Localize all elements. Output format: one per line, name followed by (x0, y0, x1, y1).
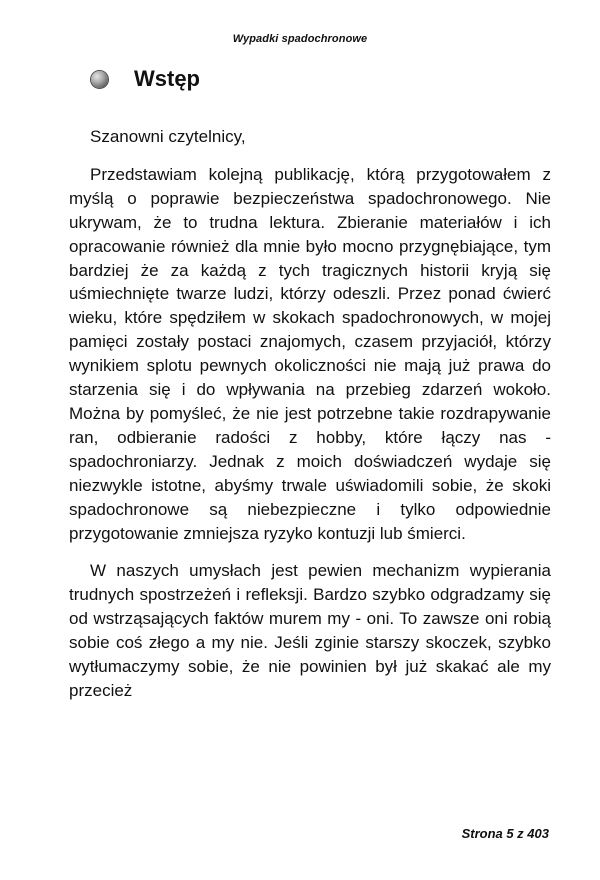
paragraph: W naszych umysłach jest pewien mechanizm wypierania trudnych spostrzeżeń i refleksji. Bardzo szybko odgradzamy się od wstrząsających faktów murem my - oni. To zawsze oni robią sobie coś złego a my nie. Jeśli zginie starszy skoczek, szybko wytłumaczymy sobie, że nie powinien był już skakać ale my przecież (69, 561, 551, 700)
section-heading (91, 64, 200, 94)
paragraph: Przedstawiam kolejną publikację, którą przygotowałem z myślą o poprawie bezpieczeństwa spadochronowego. Nie ukrywam, że to trudna lektura. Zbieranie materiałów i ich opracowanie również dla mnie było mocno przygnębiające, tym bardziej że za każdą z tych tragicznych historii kryją się uśmiechnięte twarze ludzi, którzy odeszli. Przez ponad ćwierć wieku, które spędziłem w skokach spadochronowych, w mojej pamięci zostały postaci znajomych, czasem przyjaciół, którzy wynikiem splotu pewnych okoliczności nie mają już prawa do starzenia się i do wpływania na przebieg zdarzeń wokoło. Można by pomyśleć, że nie jest potrzebne takie rozdrapywanie ran, odbieranie radości z hobby, które łączy nas - spadochroniarzy. Jednak z moich doświadczeń wydaje się niezwykle istotne, abyśmy trwale uświadomili sobie, że skoki spadochronowe są niebezpieczne i tylko odpowiednie przygotowanie zmniejsza ryzyko kontuzji lub śmierci. (69, 164, 551, 543)
section-title: Wstęp (134, 66, 200, 91)
page-number: Strona 5 z 403 (461, 826, 549, 841)
body-text (69, 125, 551, 717)
salutation: Szanowni czytelnicy, (90, 127, 246, 146)
running-header: Wypadki spadochronowe (232, 33, 368, 45)
bullet-icon (91, 71, 108, 88)
